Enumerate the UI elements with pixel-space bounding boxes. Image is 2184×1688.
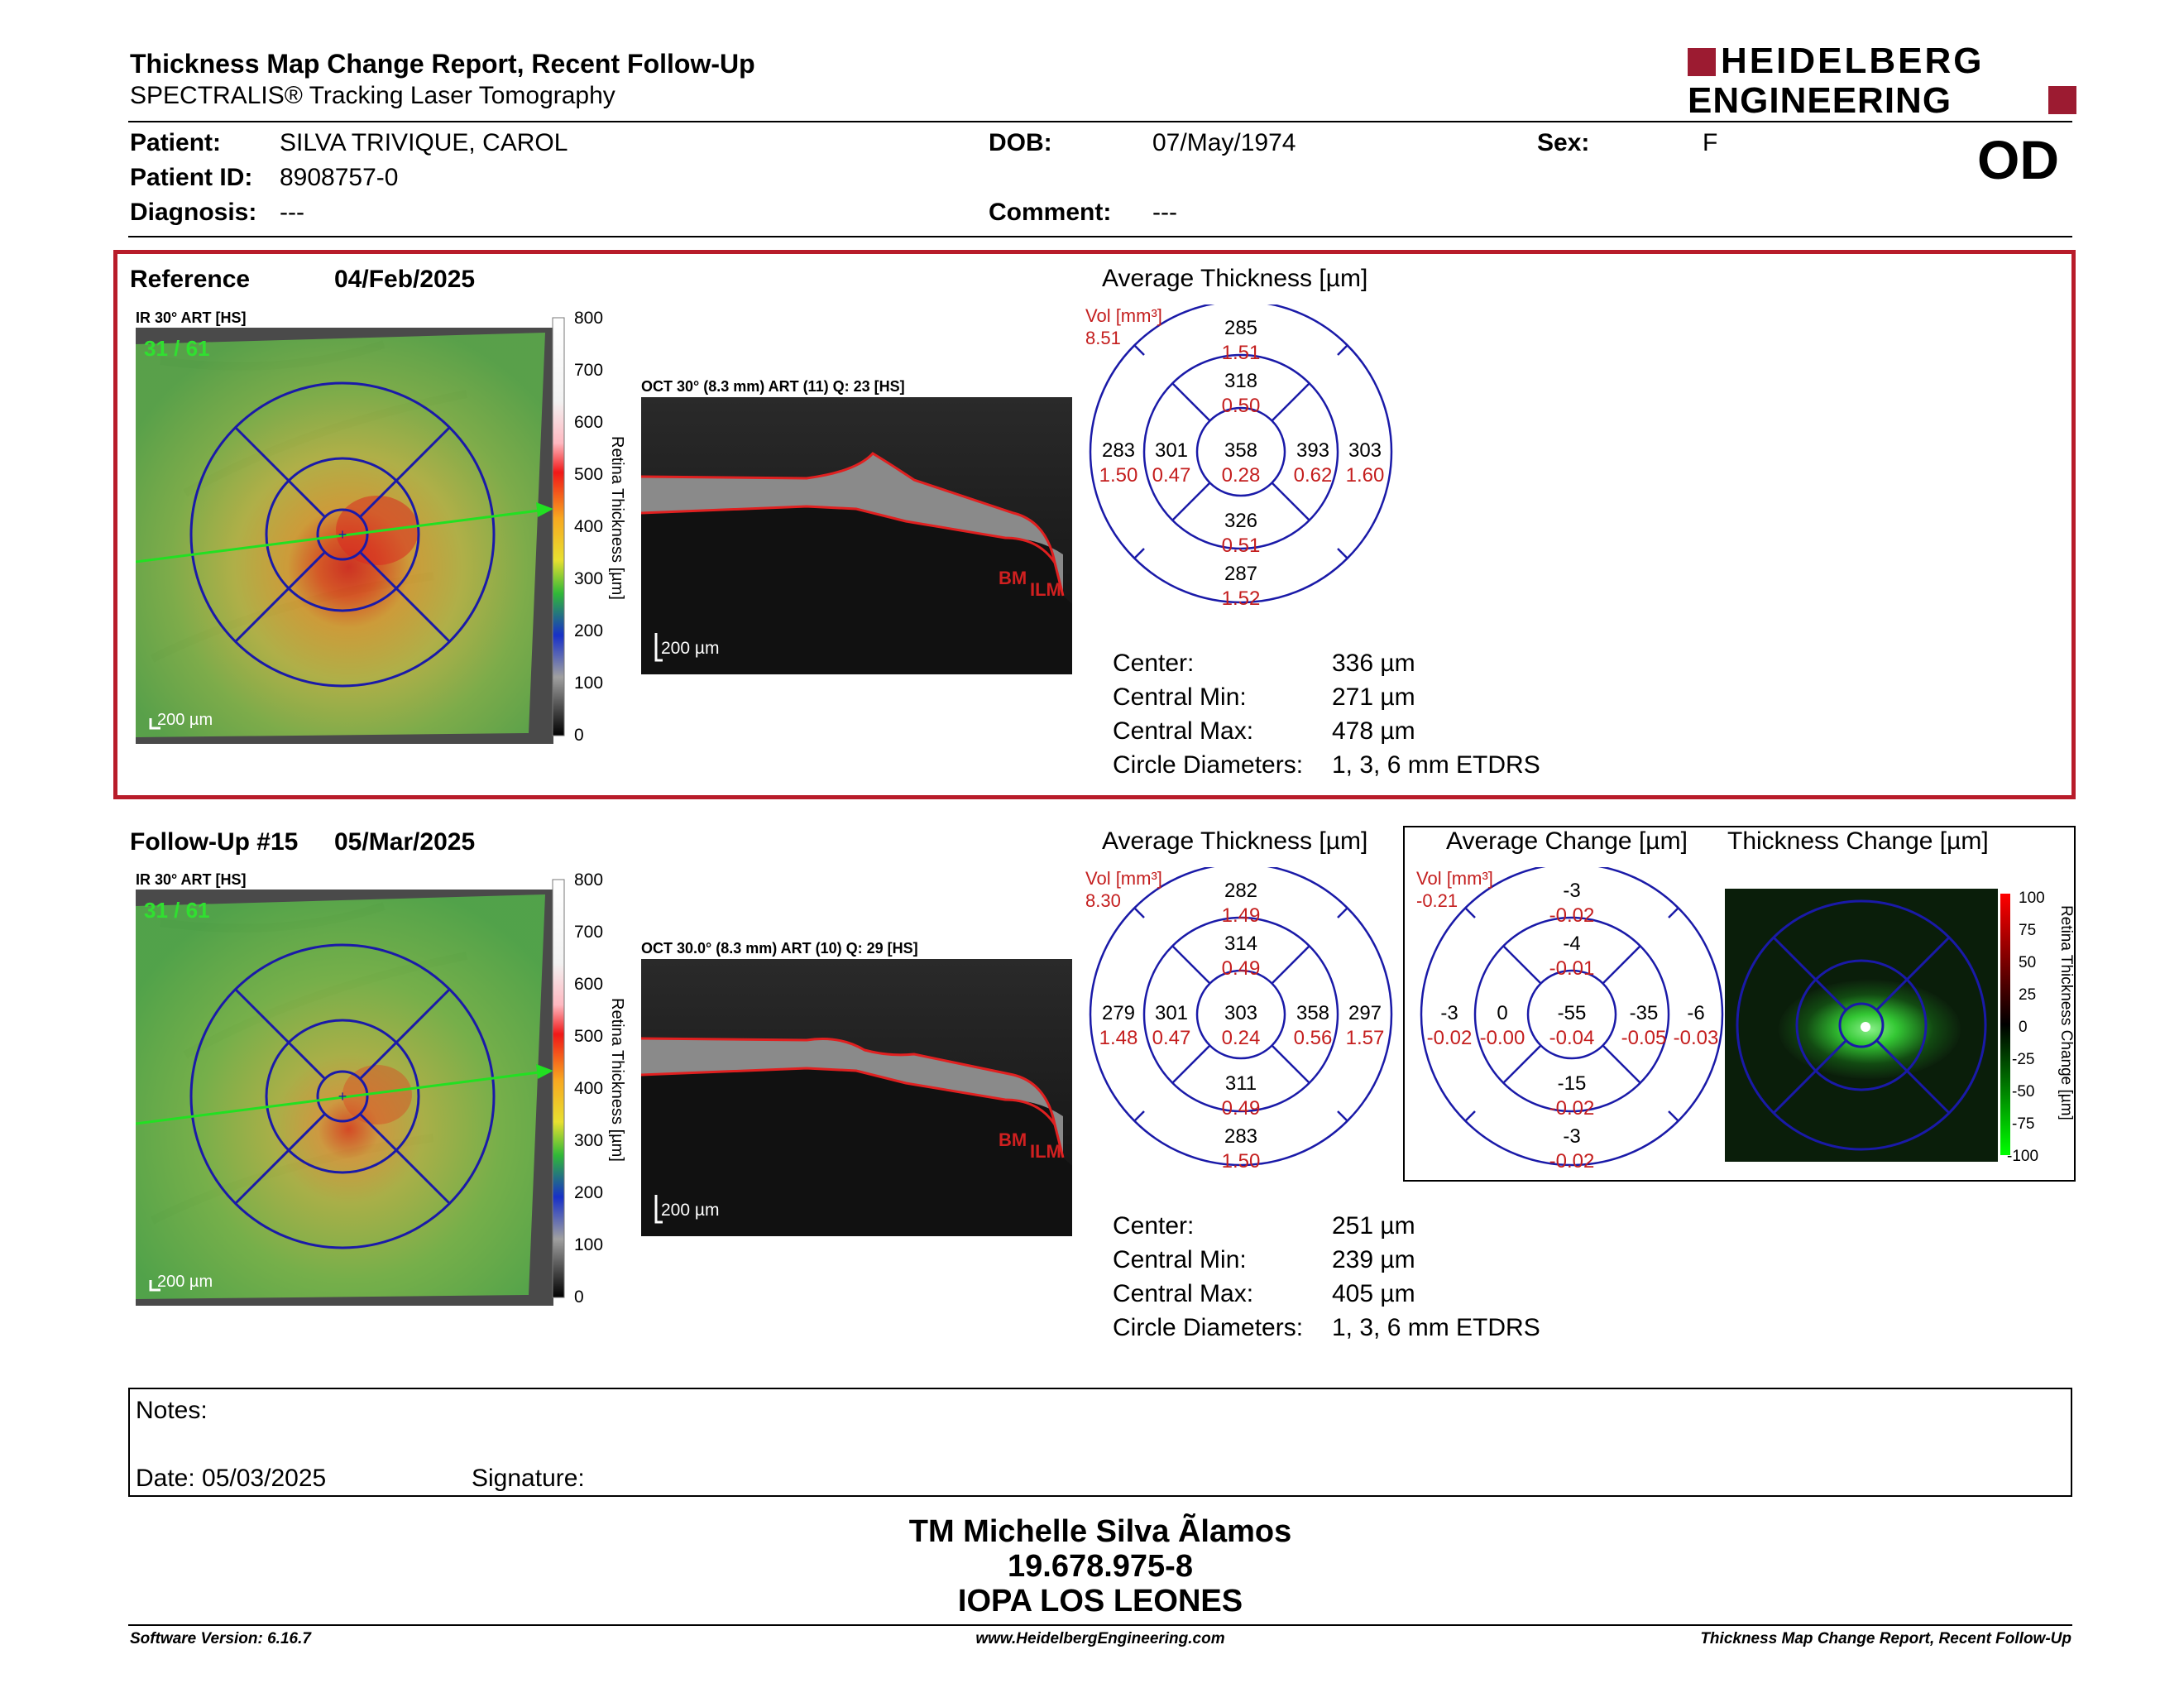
- fu-etdrs-grid: [1075, 867, 1406, 1182]
- change-outer-temp-vol: -0.02: [1426, 1027, 1473, 1049]
- fu-scale-tick: 200: [574, 1183, 604, 1202]
- ref-outer-nasal-vol: 1.60: [1345, 464, 1385, 487]
- ref-stat-value: 336 µm: [1332, 650, 1415, 677]
- ref-outer-sup-vol: 1.51: [1221, 342, 1261, 364]
- change-scale-title: Retina Thickness Change [µm]: [2057, 905, 2075, 1120]
- ref-inner-sup-value: 318: [1224, 370, 1258, 392]
- fu-stat-value: 405 µm: [1332, 1280, 1415, 1307]
- fu-inner-inf-vol: 0.49: [1221, 1097, 1261, 1120]
- fu-center-vol: 0.24: [1221, 1027, 1261, 1049]
- fu-scale-tick: 700: [574, 923, 604, 942]
- ref-scale-tick: 700: [574, 361, 604, 380]
- fu-outer-sup-vol: 1.49: [1221, 904, 1261, 927]
- fu-scale-tick: 0: [574, 1288, 584, 1307]
- ref-inner-temp-vol: 0.47: [1152, 464, 1191, 487]
- ref-stat-value: 478 µm: [1332, 717, 1415, 745]
- ref-scale-title: Retina Thickness [µm]: [608, 436, 626, 600]
- change-outer-inf-vol: -0.02: [1549, 1150, 1595, 1172]
- change-scale-tick: 100: [2019, 890, 2045, 907]
- fu-outer-nasal-value: 297: [1348, 1002, 1382, 1024]
- ref-center-vol: 0.28: [1221, 464, 1261, 487]
- ref-outer-inf-value: 287: [1224, 563, 1258, 585]
- ref-outer-inf-vol: 1.52: [1221, 587, 1261, 610]
- change-scale-tick: 50: [2019, 954, 2037, 971]
- ref-scale-tick: 800: [574, 309, 604, 328]
- footer-rule: [128, 1624, 2072, 1626]
- fu-stat-value: 239 µm: [1332, 1246, 1415, 1273]
- change-scale-tick: -50: [2012, 1083, 2035, 1101]
- change-inner-nasal-value: -35: [1629, 1002, 1659, 1024]
- change-outer-sup-value: -3: [1563, 880, 1581, 902]
- fu-scale-tick: 600: [574, 975, 604, 994]
- ref-ir-label: IR 30° ART [HS]: [136, 309, 247, 326]
- website-link[interactable]: www.HeidelbergEngineering.com: [975, 1630, 1225, 1647]
- change-scale-tick: -100: [2007, 1148, 2039, 1165]
- patient-rule: [128, 236, 2072, 237]
- ref-inner-nasal-vol: 0.62: [1293, 464, 1333, 487]
- change-scale-tick: 25: [2019, 986, 2037, 1004]
- ref-inner-inf-vol: 0.51: [1221, 535, 1261, 557]
- change-scale-tick: 0: [2019, 1019, 2028, 1036]
- thickness-change-map: [1725, 889, 1998, 1162]
- fu-outer-temp-value: 279: [1101, 1002, 1136, 1024]
- followup-label: Follow-Up #15: [130, 828, 299, 856]
- change-outer-inf-value: -3: [1563, 1125, 1581, 1148]
- change-inner-sup-vol: -0.01: [1549, 957, 1595, 980]
- fu-outer-inf-value: 283: [1224, 1125, 1258, 1148]
- fu-outer-sup-value: 282: [1224, 880, 1258, 902]
- notes-box: [128, 1388, 2072, 1497]
- ref-inner-nasal-value: 393: [1296, 439, 1330, 462]
- fu-scale-tick: 500: [574, 1027, 604, 1046]
- signature-label: Signature:: [472, 1465, 585, 1492]
- fu-inner-temp-vol: 0.47: [1152, 1027, 1191, 1049]
- patient-name: SILVA TRIVIQUE, CAROL: [280, 129, 568, 156]
- change-etdrs-grid: [1406, 867, 1737, 1182]
- patient-id-label: Patient ID:: [130, 164, 253, 191]
- ref-outer-temp-value: 283: [1101, 439, 1136, 462]
- diagnosis-label: Diagnosis:: [130, 199, 257, 226]
- dob-label: DOB:: [989, 129, 1052, 156]
- fu-scale-bar: [553, 880, 564, 1297]
- ref-stat-label: Center:: [1113, 650, 1195, 677]
- change-inner-temp-value: 0: [1497, 1002, 1508, 1024]
- software-version: Software Version: 6.16.7: [130, 1630, 311, 1647]
- ref-scale-tick: 600: [574, 413, 604, 432]
- change-center-value: -55: [1557, 1002, 1587, 1024]
- change-map-fovea-marker: [1861, 1022, 1870, 1032]
- ref-scale-tick: 400: [574, 517, 604, 536]
- logo-square-top: [1688, 48, 1716, 76]
- change-inner-nasal-vol: -0.05: [1621, 1027, 1667, 1049]
- ref-center-value: 358: [1224, 439, 1258, 462]
- ref-scale-bar: [553, 318, 564, 736]
- ref-oct-ilm-label: ILM: [1030, 579, 1061, 600]
- change-vol-value: -0.21: [1416, 890, 1458, 911]
- change-center-vol: -0.04: [1549, 1027, 1595, 1049]
- change-inner-temp-vol: -0.00: [1479, 1027, 1525, 1049]
- ref-oct-bm-label: BM: [999, 568, 1027, 588]
- ref-stat-label: Circle Diameters:: [1113, 751, 1304, 779]
- change-inner-inf-vol: -0.02: [1549, 1097, 1595, 1120]
- notes-label: Notes:: [136, 1397, 208, 1424]
- dob-value: 07/May/1974: [1152, 129, 1296, 156]
- fu-fovea-cross-icon: +: [338, 1088, 347, 1105]
- comment-value: ---: [1152, 199, 1177, 226]
- fu-scale-tick: 800: [574, 870, 604, 890]
- fu-thickness-map: [136, 890, 553, 1306]
- ref-vol-value: 8.51: [1085, 328, 1121, 348]
- change-outer-nasal-vol: -0.03: [1673, 1027, 1719, 1049]
- footer-report-name: Thickness Map Change Report, Recent Follow-Up: [1700, 1630, 2071, 1647]
- ref-scale-tick: 500: [574, 465, 604, 484]
- diagnosis-value: ---: [280, 199, 304, 226]
- ref-etdrs-grid: [1075, 305, 1406, 619]
- fu-scale-tick: 100: [574, 1235, 604, 1254]
- change-color-scale: [2000, 890, 2083, 1172]
- ref-scale-tick: 300: [574, 569, 604, 588]
- reference-label: Reference: [130, 266, 251, 293]
- signer-name: TM Michelle Silva Ãlamos: [908, 1514, 1292, 1549]
- ref-scale-tick: 100: [574, 674, 604, 693]
- fu-map-scale-text: 200 µm: [157, 1273, 213, 1291]
- ref-fovea-cross-icon: +: [338, 526, 347, 543]
- change-title: Average Change [µm]: [1446, 827, 1688, 855]
- fu-vol-value: 8.30: [1085, 890, 1121, 911]
- fu-scale-tick: 400: [574, 1079, 604, 1098]
- reference-date: 04/Feb/2025: [334, 266, 476, 293]
- ref-oct-label: OCT 30° (8.3 mm) ART (11) Q: 23 [HS]: [641, 378, 905, 395]
- fu-oct-label: OCT 30.0° (8.3 mm) ART (10) Q: 29 [HS]: [641, 940, 918, 957]
- fu-stat-value: 251 µm: [1332, 1212, 1415, 1240]
- ref-inner-temp-value: 301: [1154, 439, 1189, 462]
- comment-label: Comment:: [989, 199, 1112, 226]
- fu-stat-label: Central Max:: [1113, 1280, 1254, 1307]
- fu-outer-inf-vol: 1.50: [1221, 1150, 1261, 1172]
- eye-od: OD: [1977, 129, 2059, 190]
- fu-inner-temp-value: 301: [1154, 1002, 1189, 1024]
- fu-outer-temp-vol: 1.48: [1099, 1027, 1138, 1049]
- change-outer-nasal-value: -6: [1687, 1002, 1705, 1024]
- fu-art-count: 31 / 61: [144, 898, 210, 923]
- fu-inner-inf-value: 311: [1224, 1072, 1257, 1095]
- ref-inner-inf-value: 326: [1224, 510, 1258, 532]
- patient-id: 8908757-0: [280, 164, 399, 191]
- sex-label: Sex:: [1537, 129, 1590, 156]
- ref-art-count: 31 / 61: [144, 336, 210, 361]
- fu-inner-sup-value: 314: [1224, 933, 1258, 955]
- ref-scale-tick: 200: [574, 621, 604, 640]
- fu-stat-label: Center:: [1113, 1212, 1195, 1240]
- fu-stat-value: 1, 3, 6 mm ETDRS: [1332, 1314, 1540, 1341]
- ref-outer-temp-vol: 1.50: [1099, 464, 1138, 487]
- signer-org: IOPA LOS LEONES: [957, 1584, 1243, 1618]
- fu-vol-label: Vol [mm³]: [1085, 868, 1162, 889]
- change-inner-sup-value: -4: [1563, 933, 1581, 955]
- ref-outer-sup-value: 285: [1224, 317, 1258, 339]
- change-inner-inf-value: -15: [1557, 1072, 1587, 1095]
- notes-date: Date: 05/03/2025: [136, 1465, 327, 1492]
- ref-thickness-map: [136, 328, 553, 744]
- ref-stat-label: Central Max:: [1113, 717, 1254, 745]
- fu-oct-ilm-label: ILM: [1030, 1141, 1061, 1162]
- report-title: Thickness Map Change Report, Recent Follow-Up: [130, 49, 755, 79]
- ref-oct-bscan: [641, 397, 1072, 674]
- change-outer-sup-vol: -0.02: [1549, 904, 1595, 927]
- fu-scale-tick: 300: [574, 1131, 604, 1150]
- ref-vol-label: Vol [mm³]: [1085, 305, 1162, 326]
- fu-stat-label: Central Min:: [1113, 1246, 1247, 1273]
- fu-stat-label: Circle Diameters:: [1113, 1314, 1304, 1341]
- change-scale-bar: [2000, 894, 2010, 1155]
- fu-oct-bscan: [641, 959, 1072, 1236]
- ref-map-scale-text: 200 µm: [157, 711, 213, 729]
- logo-text-engineering: ENGINEERING: [1688, 80, 1952, 121]
- fu-scale-title: Retina Thickness [µm]: [608, 998, 626, 1162]
- patient-label: Patient:: [130, 129, 222, 156]
- ref-stat-value: 271 µm: [1332, 683, 1415, 711]
- change-outer-temp-value: -3: [1440, 1002, 1458, 1024]
- sex-value: F: [1703, 129, 1718, 156]
- fu-avg-title: Average Thickness [µm]: [1102, 827, 1368, 855]
- followup-date: 05/Mar/2025: [334, 828, 476, 856]
- thickness-change-title: Thickness Change [µm]: [1727, 827, 1989, 855]
- heidelberg-logo: [1688, 41, 2076, 121]
- fu-center-value: 303: [1224, 1002, 1258, 1024]
- ref-avg-title: Average Thickness [µm]: [1102, 265, 1368, 292]
- ref-scale-tick: 0: [574, 726, 584, 745]
- logo-square-bottom: [2048, 86, 2076, 114]
- change-scale-tick: -25: [2012, 1051, 2035, 1068]
- fu-ir-label: IR 30° ART [HS]: [136, 871, 247, 888]
- ref-stat-label: Central Min:: [1113, 683, 1247, 711]
- change-scale-tick: -75: [2012, 1115, 2035, 1133]
- ref-outer-nasal-value: 303: [1348, 439, 1382, 462]
- fu-inner-nasal-value: 358: [1296, 1002, 1330, 1024]
- fu-outer-nasal-vol: 1.57: [1345, 1027, 1385, 1049]
- signer-rut: 19.678.975-8: [1008, 1549, 1193, 1584]
- fu-inner-sup-vol: 0.49: [1221, 957, 1261, 980]
- logo-text-heidelberg: HEIDELBERG: [1721, 41, 1985, 81]
- change-vol-label: Vol [mm³]: [1416, 868, 1493, 889]
- fu-oct-scale-text: 200 µm: [661, 1201, 720, 1220]
- ref-inner-sup-vol: 0.50: [1221, 395, 1261, 417]
- ref-stat-value: 1, 3, 6 mm ETDRS: [1332, 751, 1540, 779]
- fu-oct-bm-label: BM: [999, 1129, 1027, 1150]
- report-subtitle: SPECTRALIS® Tracking Laser Tomography: [130, 82, 615, 109]
- header-rule: [128, 121, 2072, 122]
- change-scale-tick: 75: [2019, 922, 2037, 939]
- fu-inner-nasal-vol: 0.56: [1293, 1027, 1333, 1049]
- ref-oct-scale-text: 200 µm: [661, 639, 720, 658]
